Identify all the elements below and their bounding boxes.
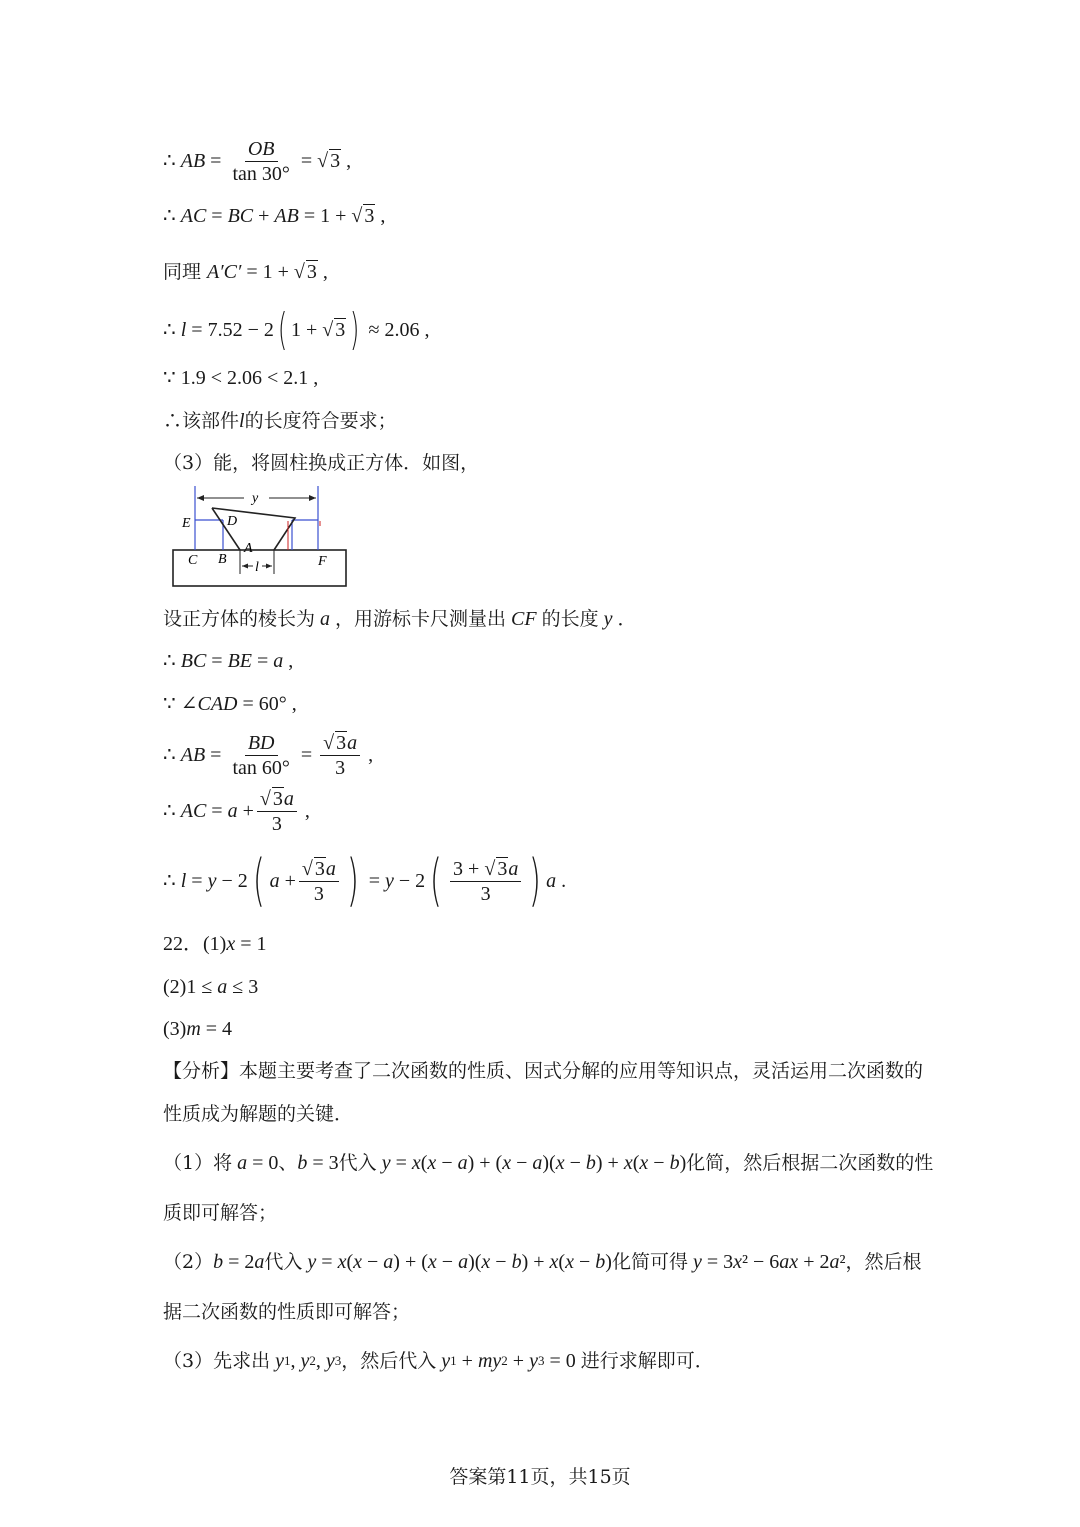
line-19: （1）将 a = 0 、 b = 3 代入 y = x ( x − a ) + ( x − a )( x − b ) + x ( x − b ) 化简，然后根据二次函数的性 xyxy=(163,1152,934,1174)
page-footer: 答案第11页，共15页 xyxy=(449,1466,631,1488)
figure-label-y: y xyxy=(252,491,259,506)
caliper-figure xyxy=(168,484,353,590)
line-12: ∴ AC = a + $\frac{√ 3a}{3}$ , xyxy=(163,787,310,835)
figure-label-E: E xyxy=(182,516,191,531)
line-1: ∴ AB = $\frac{OB}{\tan 30^\circ}$ = √ 3 , xyxy=(163,137,352,185)
line-11: ∴ AB = $\frac{BD}{\tan 60^\circ}$ = $\frac{√ 3a}{3}$ , xyxy=(163,731,374,779)
line-22: 据二次函数的性质即可解答； xyxy=(163,1301,411,1323)
line-6: ∴该部件 l 的长度符合要求； xyxy=(163,410,397,432)
fraction: $\frac{OB}{\tan 30^\circ}$ xyxy=(232,137,290,185)
line-23: （3）先求出 y 1 , y 2 , y 3 ，然后代入 y 1 + my 2 + y 3 = 0 进行求解即可． xyxy=(163,1350,714,1372)
figure-label-D: D xyxy=(227,514,238,529)
line-7: （3）能，将圆柱换成正方体．如图， xyxy=(163,452,480,474)
line-14: 22．(1) x = 1 xyxy=(163,933,267,955)
line-8: 设正方体的棱长为 a ，用游标卡尺测量出 CF 的长度 y ． xyxy=(163,608,637,630)
line-18: 性质成为解题的关键． xyxy=(163,1103,354,1125)
line-21: （2） b = 2 a 代入 y = x ( x − a ) + ( x − a )( x − b ) + x ( x − b ) 化简可得 y = 3 x ² − 6 ax + 2 a ² ，然后根 xyxy=(163,1251,922,1273)
figure-label-F: F xyxy=(318,554,327,569)
line-13: ∴ l = y − 2 ( a + $\frac{√ 3a}{3}$ ) = y − 2 ( $\frac{3 + √ 3a}{3}$ ) a . xyxy=(163,848,567,913)
line-4: ∴ l = 7.52 − 2 ( 1 + √ 3 ) ≈ 2.06 , xyxy=(163,304,430,355)
line-9: ∴ BC = BE = a , xyxy=(163,650,294,672)
line-17: 【分析】本题主要考查了二次函数的性质、因式分解的应用等知识点，灵活运用二次函数的 xyxy=(163,1060,924,1082)
line-20: 质即可解答； xyxy=(163,1202,278,1224)
line-15: (2)1 ≤ a ≤ 3 xyxy=(163,976,259,998)
line-10: ∵ ∠ CAD = 60° , xyxy=(163,693,297,715)
figure-label-B: B xyxy=(218,552,227,567)
line-16: (3) m = 4 xyxy=(163,1018,233,1040)
figure-label-C: C xyxy=(188,553,198,568)
figure-label-A: A xyxy=(244,541,253,556)
line-2: ∴ AC = BC + AB = 1 + √ 3 , xyxy=(163,205,386,227)
line-3: 同理 A′C′ = 1 + √ 3 , xyxy=(163,261,328,283)
line-5: ∵ 1.9 < 2.06 < 2.1 , xyxy=(163,367,319,389)
figure-label-l: l xyxy=(255,560,259,575)
